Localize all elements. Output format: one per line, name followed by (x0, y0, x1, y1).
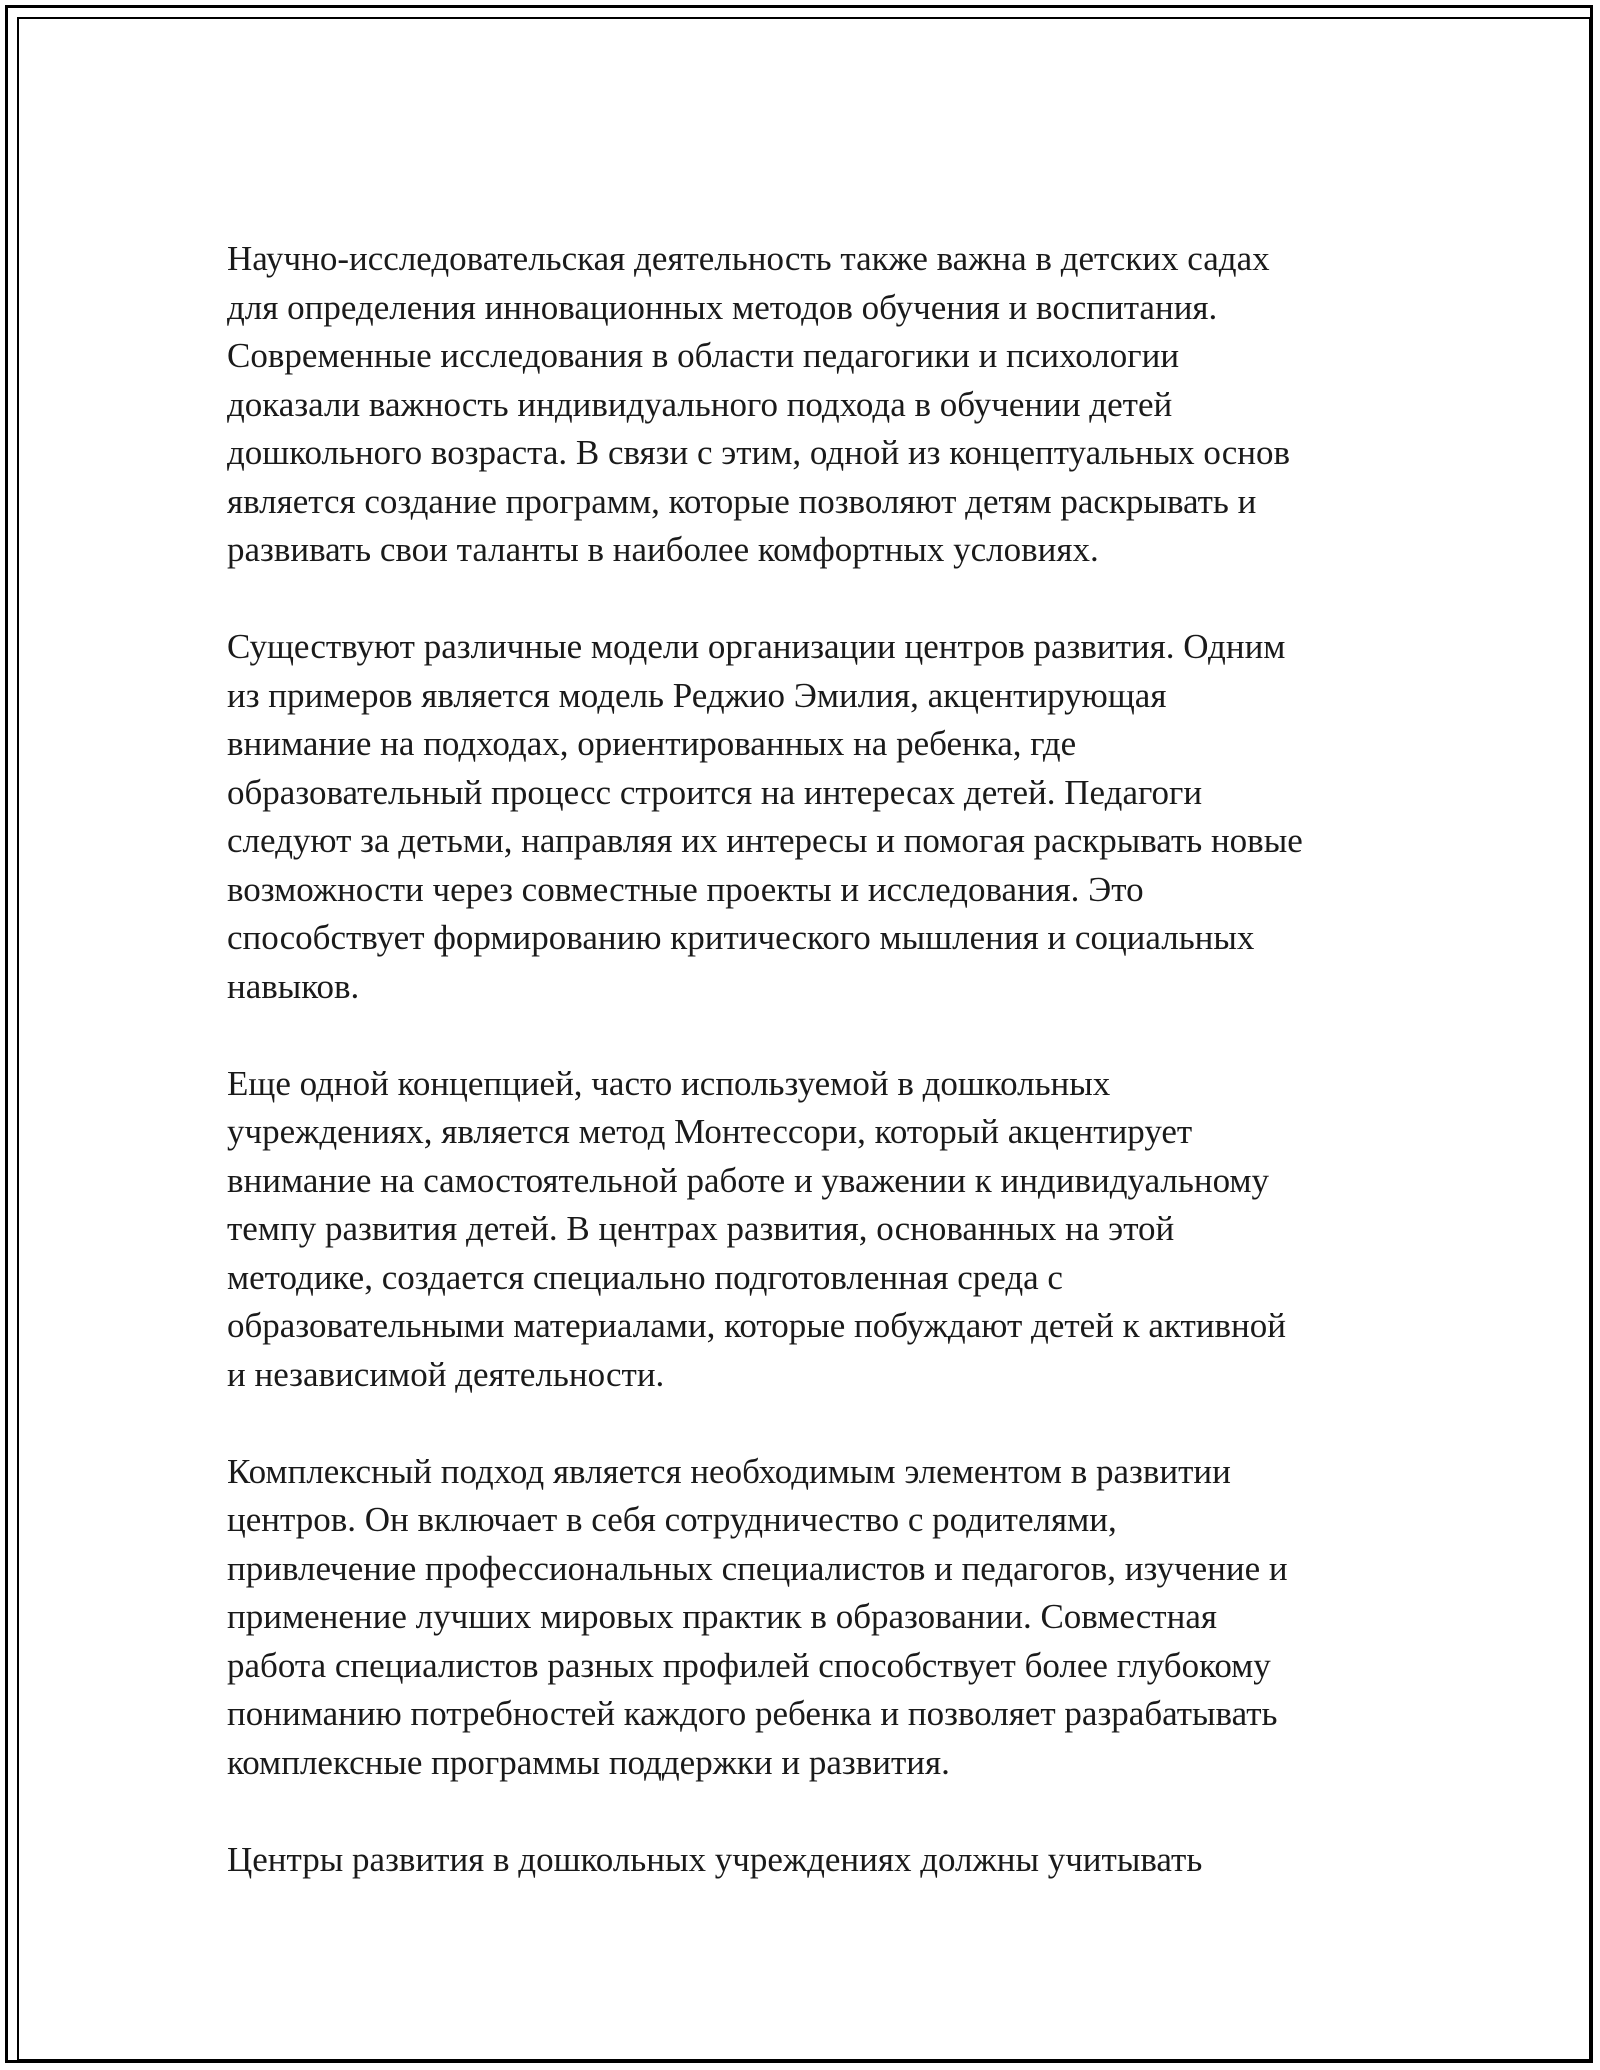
text-line: работа специалистов разных профилей способствует более глубокому (227, 1645, 1271, 1685)
text-line: Существуют различные модели организации центров развития. Одним (227, 627, 1286, 666)
text-line: для определения инновационных методов обучения и воспитания. (227, 287, 1218, 327)
paragraph-research (227, 235, 1387, 575)
text-line: внимание на самостоятельной работе и уважении к индивидуальному (227, 1160, 1270, 1200)
text-line: дошкольного возраста. В связи с этим, одной из концептуальных основ (227, 433, 1291, 472)
paragraph-reggio-emilia (227, 623, 1387, 1011)
text-line: возможности через совместные проекты и исследования. Это (227, 869, 1144, 909)
text-line: внимание на подходах, ориентированных на ребенка, где (227, 724, 1077, 763)
text-line: центров. Он включает в себя сотрудничество с родителями, (227, 1500, 1117, 1539)
text-line: Современные исследования в области педагогики и психологии (227, 336, 1180, 375)
document-body (227, 235, 1387, 1933)
text-line: развивать свои таланты в наиболее комфортных условиях. (227, 530, 1099, 569)
text-line: образовательными материалами, которые побуждают детей к активной (227, 1306, 1287, 1345)
text-line: привлечение профессиональных специалистов и педагогов, изучение и (227, 1548, 1288, 1588)
text-line: комплексные программы поддержки и развития. (227, 1742, 950, 1782)
text-line: следуют за детьми, направляя их интересы и помогая раскрывать новые (227, 821, 1303, 860)
paragraph-centers-should-consider (227, 1836, 1387, 1885)
text-line: учреждениях, является метод Монтессори, который акцентирует (227, 1112, 1193, 1151)
text-line: Комплексный подход является необходимым элементом в развитии (227, 1451, 1231, 1491)
text-line: доказали важность индивидуального подхода в обучении детей (227, 384, 1173, 424)
text-line: образовательный процесс строится на интересах детей. Педагоги (227, 772, 1203, 812)
text-line: Научно-исследовательская деятельность также важна в детских садах (227, 239, 1270, 278)
text-line: методике, создается специально подготовленная среда с (227, 1257, 1063, 1297)
text-line: и независимой деятельности. (227, 1354, 665, 1394)
paragraph-montessori (227, 1060, 1387, 1400)
text-line: Центры развития в дошкольных учреждениях должны учитывать (227, 1839, 1203, 1879)
text-line: навыков. (227, 966, 360, 1006)
text-line: пониманию потребностей каждого ребенка и позволяет разрабатывать (227, 1694, 1278, 1733)
text-line: Еще одной концепцией, часто используемой в дошкольных (227, 1063, 1111, 1103)
text-line: применение лучших мировых практик в образовании. Совместная (227, 1597, 1217, 1636)
text-line: темпу развития детей. В центрах развития, основанных на этой (227, 1209, 1175, 1248)
text-line: способствует формированию критического мышления и социальных (227, 918, 1255, 957)
paragraph-complex-approach (227, 1448, 1387, 1788)
text-line: из примеров является модель Реджио Эмилия, акцентирующая (227, 675, 1167, 715)
text-line: является создание программ, которые позволяют детям раскрывать и (227, 481, 1257, 521)
